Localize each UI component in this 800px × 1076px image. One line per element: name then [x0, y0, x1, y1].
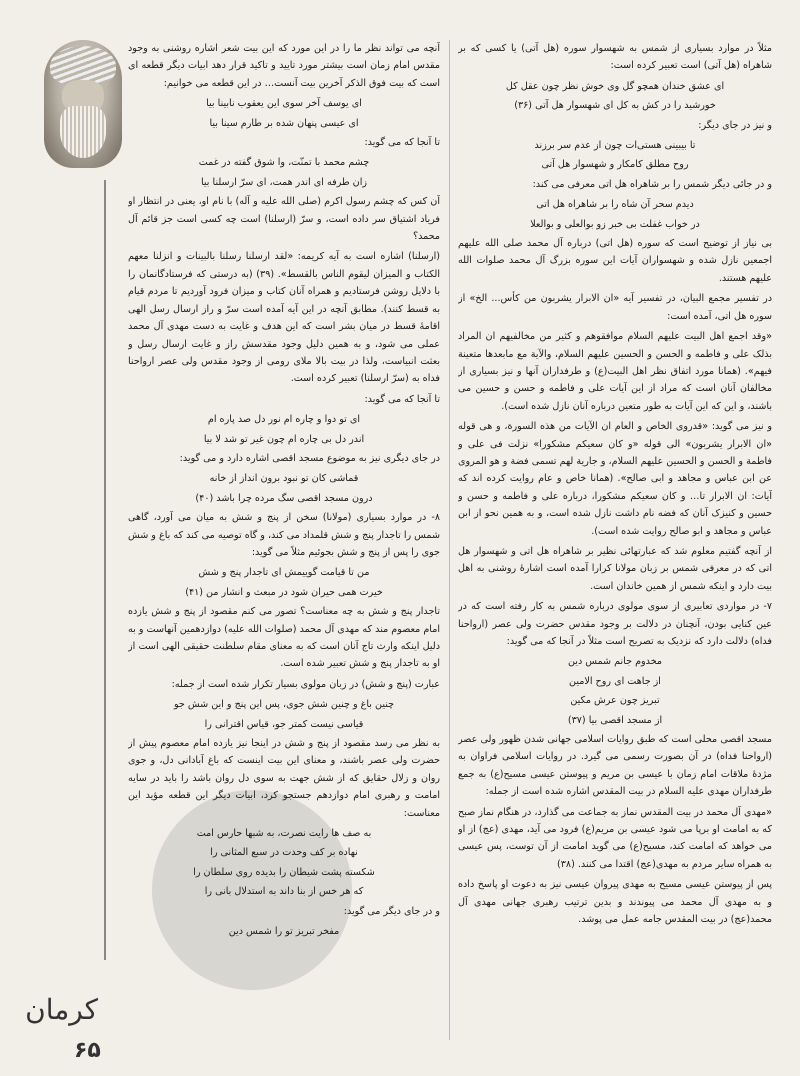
margin-rule	[104, 180, 106, 960]
verse-line: خیرت همی حیران شود در مبعث و انشار من (۴۱)	[185, 586, 383, 598]
paragraph: و در جای دیگر می گوید:	[343, 905, 440, 917]
verse-line: قماشی کان تو نبود برون انداز از خانه	[209, 473, 359, 485]
verse-line: مفخر تبریز تو را شمس دین	[228, 926, 340, 938]
paragraph: از آنچه گفتیم معلوم شد که عبارتهائی نظیر بر شاهراه هل اتی و شهسوار هل اتی که در معرفی شمس بر زبان مولانا کرارا آمده است اشارهٔ روشنی به اهل بیت دارد و اینکه شمس از همین خاندان است.	[458, 545, 772, 592]
paragraph: مثلاً در موارد بسیاری از شمس به شهسوار سوره (هل آتی) یا کسی که بر شاهراه (هل آتی) است تعبیر کرده است:	[458, 43, 772, 72]
column-divider	[449, 40, 450, 1040]
verse-line: به صف ها رایت نصرت، به شبها حارس امت	[196, 828, 372, 840]
paragraph: ۸- در موارد بسیاری (مولانا) سخن از پنج و شش به میان می آورد، گاهی شمس را تاجدار پنج و شش قلمداد می کند، و گاه توصیه می کند که باغ و شش جوی را پس از پنج و شش بجوئیم مثلاً می گوید:	[128, 512, 440, 558]
paragraph: آنچه می تواند نظر ما را در این مورد که این بیت شعر اشاره روشنی به وجود مقدس امام زمان است بیشتر مورد تایید و تاکید قرار دهد ابیات دیگر قطعه ای است که بیت فوق الذکر آخرین بیت آنست… در این قطعه می خوانیم:	[128, 43, 440, 89]
verse-line: اندر دل بی چاره ام چون غیر تو شد لا بیا	[203, 433, 365, 445]
paragraph: و در جائی دیگر شمس را بر شاهراه هل اتی معرفی می کند:	[532, 178, 772, 190]
right-column	[458, 40, 772, 1040]
left-column	[128, 40, 440, 1040]
paragraph: ۷- در مواردی تعابیری از سوی مولوی درباره شمس به کار رفته است که در عین کنایی بودن، آنچنان در دلالت بر وجود مقدس حضرت ولی عصر (ارواحنا فداه) دلالت دارد که نزدیک به تصریح است مثلاً در آنجا که می گوید:	[458, 601, 772, 647]
paragraph: و نیز می گوید: «قدروی الخاص و العام ان الآیات من هذه السورة، و هی قوله «ان الابرار یشربون» الی قوله «و کان سعیکم مشکورا» نزلت فی علی و فاطمة و الحسن و الحسین علیهم السلام، و جاریة لهم تسمی فضة و هو المروی عن ابن عباس و مجاهد و ابی صالح». (همانا خاص و عام روایت کرده اند که آیات: ان الابرار تا… و کان سعیکم مشکورا، درباره علی و فاطمه و حسن و حسین و کنیزک آنان که فضه نام داشت نازل شده است، و به همین نحو از ابن عباس و مجاهد و ابو صالح روایت شده است).	[458, 421, 772, 537]
paragraph: عبارت (پنج و شش) در زبان مولوی بسیار تکرار شده است از جمله:	[171, 678, 440, 690]
verse-line: چشم محمد با تمنّت، وا شوق گفته در غمت	[198, 157, 370, 169]
verse-line: چنین باغ و چنین شش جوی، پس این پنج و این شش جو	[173, 699, 395, 711]
verse-line: من تا قیامت گوییمش ای تاجدار پنج و شش	[198, 567, 370, 579]
verse-line: دیدم سحر آن شاه را بر شاهراه هل اتی	[536, 199, 694, 211]
verse-line: ای تو دوا و چاره ام نور دل صد پاره ام	[207, 414, 361, 426]
verse-line: تا بیبینی هستی‌ات چون از عدم سر برزند	[534, 140, 696, 152]
verse-line: خورشید را در کش به کل ای شهسوار هل آتی (۳۶)	[514, 100, 716, 112]
verse-line: از مسجد اقصی بیا (۳۷)	[567, 714, 663, 726]
paragraph: «مهدی آل محمد در بیت المقدس نماز به جماعت می گذارد، در هنگام نماز صبح که به امامت او برپا می شود عیسی بن مریم(ع) فرود می آید، مهدی (عج) از او می خواهد که امامت کند، مسیح(ع) می گوید امامت از آن توست، پس عیسی به همراه سایر مردم به مهدی(عج) اقتدا می کنند. (۳۸)	[458, 806, 772, 870]
paragraph: (ارسلنا) اشاره است به آیه کریمه: «لقد ارسلنا رسلنا بالبینات و انزلنا معهم الکتاب و المیزان لیقوم الناس بالقسط». (۳۹) (به درستی که فرستادگانمان را با دلایل روشن فرستادیم و همراه آنان کتاب و میزان فرود آوردیم تا مردم قیام به قسط کنند). مطابق آنچه در این آیه آمده است سرّ و راز ارسال رسل الهی اقامهٔ قسط در میان بشر است که این هدف و غایت به دست مهدی آل محمد عملی می شود، و به همین دلیل وجود مقدسش راز و غایت ارسال رسل و بعثت انبیاست، ولذا در بیت بالا ملای رومی از وجود مقدس ولی عصر ارواحنا فداه به (سرّ ارسلنا) تعبیر کرده است.	[128, 251, 440, 385]
paragraph: در جای دیگری نیز به موضوع مسجد اقصی اشاره دارد و می گوید:	[179, 452, 440, 464]
paragraph: تا آنجا که می گوید:	[364, 393, 440, 405]
paragraph: تاجدار پنج و شش به چه معناست؟ تصور می کنم مقصود از پنج و شش یازده امام معصوم مند که مهدی آل محمد (صلوات الله علیه) دوازدهمین آنهاست و به دلیل اینکه وارث تاج آنان است که به معنای مقام سلطنت حقیقی الهی است از او به تاجدار پنج و شش تعبیر شده است.	[128, 606, 440, 670]
verse-line: ای یوسف آخر سوی این یعقوب نابینا بیا	[206, 98, 362, 110]
paragraph: پس از پیوستن عیسی مسیح به مهدی پیروان عیسی نیز به دعوت او پاسخ داده و به مهدی آل محمد می پیوندند و بدین ترتیب رهبری جهانی مهدی آل محمد(عج) در بیت المقدس جامه عمل می پوشد.	[458, 879, 772, 926]
paragraph: به نظر می رسد مقصود از پنج و شش در اینجا نیز یازده امام معصوم پیش از حضرت ولی عصر باشند، و معنای این بیت اینست که باغ آبادانی دل، و جوی روان و زلال حقایق که از شش جهت به سوی دل روان باشد را باید در سایه امامت و رهبری امام دوازدهم جستجو کرد، ابیات دیگر این قطعه مؤید این معناست:	[128, 738, 440, 819]
verse-line: ای عشق خندان همچو گل وی خوش نظر چون عقل کل	[505, 80, 725, 92]
beard-shape	[60, 106, 106, 158]
paragraph: و نیز در جای دیگر:	[698, 119, 772, 131]
verse-line: از جاهت ای روح الامین	[569, 675, 661, 687]
verse-line: قیاسی نیست کمتر جو، قیاس اقترانی را	[204, 718, 364, 730]
paragraph: تا آنجا که می گوید:	[364, 137, 440, 149]
verse-line: روح مطلق کامکار و شهسوار هل آتی	[541, 159, 689, 171]
portrait-illustration	[44, 40, 122, 168]
verse-line: تبریز چون عرش مکین	[570, 695, 660, 707]
page-number: ۶۵	[74, 1038, 101, 1063]
verse-line: نهاده بر کف وحدت در سبع المثانی را	[210, 847, 358, 859]
paragraph: «وقد اجمع اهل البیت علیهم السلام موافقوهم و کثیر من مخالفیهم ان المراد بذلک علی و فاطمه و الحسن و الحسین علیهم السلام، والآیة مع مابعدها متعینة فیهم». (همانا مورد اتفاق نظر اهل البیت(ع) و طرفداران آنها و نیز بسیاری از مخالفان آنان است که مراد از این آیات علی و فاطمه و حسن و حسین می باشند، و این که این آیات به طور متعین درباره آنان نازل شده است).	[458, 331, 772, 412]
paragraph: در تفسیر مجمع البیان، در تفسیر آیه «ان الابرار یشربون من کأس... الخ» از سوره هل اتی، آمده است:	[458, 293, 772, 322]
paragraph: آن کس که چشم رسول اکرم (صلی الله علیه و آله) با نام او، یعنی در انتظار او فریاد اشتیاق سر داده است، و سرّ (ارسلنا) است چه کسی است جز قائم آل محمد؟	[128, 196, 440, 243]
verse-line: زان طرفه ای اندر همت، ای سرّ ارسلنا بیا	[200, 176, 368, 188]
verse-line: درون مسجد اقصی سگ مرده چرا باشد (۴۰)	[195, 492, 373, 504]
verse-line: ای عیسی پنهان شده بر طارم سینا بیا	[209, 117, 359, 129]
paragraph: بی نیاز از توضیح است که سوره (هل اتی) درباره آل محمد صلی الله علیهم اجمعین نازل شده و شهسواران آیات این سوره بزرگ آل محمد صلوات الله علیهم هستند.	[458, 238, 772, 284]
verse-line: در خواب غفلت بی خبر زو بوالعلی و بوالعلا	[530, 218, 700, 230]
verse-line: مخدوم جانم شمس دین	[567, 656, 663, 668]
paragraph: مسجد اقصی محلی است که طبق روایات اسلامی جهانی شدن ظهور ولی عصر (ارواحنا فداه) در آن بصورت رسمی می گیرد. در روایات اسلامی فراوان به مژدهٔ ملاقات امام زمان با عیسی بن مریم و پیوستن عیسی مسیح(ع) به جمع طرفداران مهدی علیه السلام در بیت المقدس اشاره شده است از جمله:	[458, 734, 772, 798]
verse-line: که هر خس از بنا داند به استدلال بانی را	[204, 886, 364, 898]
magazine-logo: کرمان	[25, 993, 98, 1026]
verse-line: شکسته پشت شیطان را بدیده روی سلطان را	[193, 866, 375, 878]
